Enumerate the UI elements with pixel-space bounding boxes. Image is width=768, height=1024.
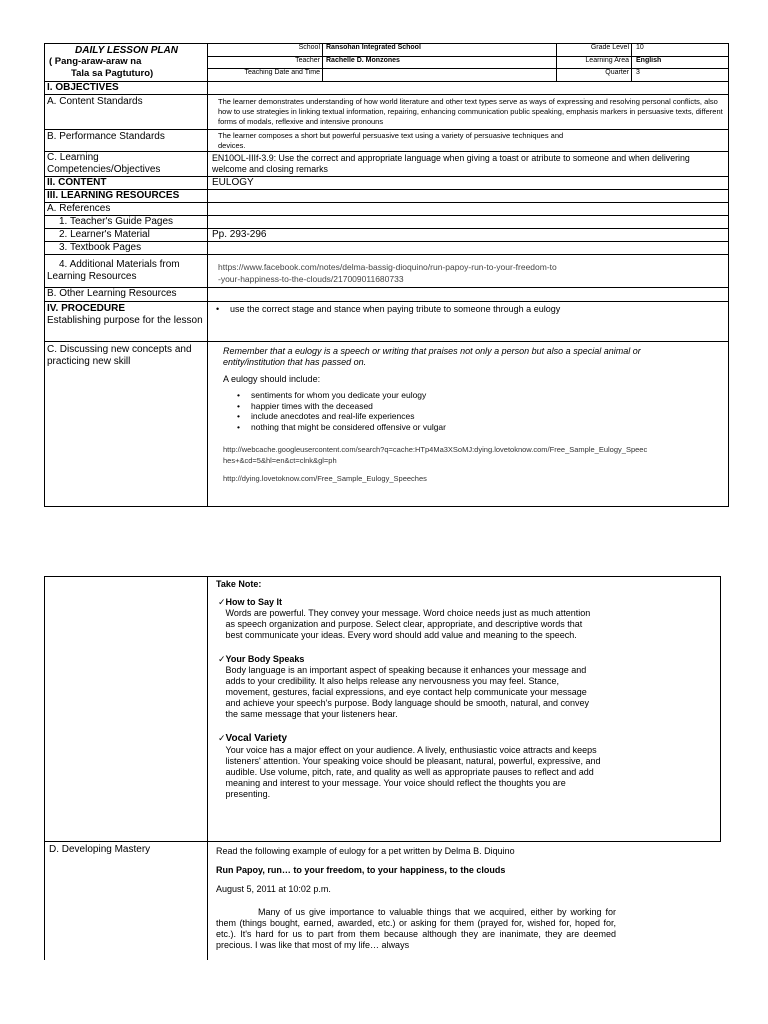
area-label: Learning Area — [585, 57, 629, 64]
purpose-value-cell — [208, 302, 729, 342]
tb-value-cell — [208, 242, 729, 255]
area-label-cell — [557, 57, 632, 69]
quarter-value-cell — [632, 69, 729, 82]
am-value-cell — [208, 255, 729, 288]
competencies-label-1: C. Learning — [47, 152, 99, 163]
mastery-intro: Read the following example of eulogy for a pet written by Delma B. Diquino — [216, 846, 515, 856]
tb-label: 3. Textbook Pages — [59, 242, 142, 253]
date-label: Teaching Date and Time — [244, 69, 320, 76]
grade-value-cell — [632, 44, 729, 57]
school-value: Ransohan Integrated School — [326, 44, 421, 51]
area-value-cell — [632, 57, 729, 69]
tg-label: 1. Teacher's Guide Pages — [59, 216, 174, 227]
note-text: Body language is an important aspect of speaking because it enhances your message and adds to your credibility. It also helps release any nervousness you may feel. Stance, movement, gestures, facial expressions, and eye contact help communicate your message and achieve your speech's purpose. Body language should be smooth, natural, and convey the same message that your listeners hear. — [225, 665, 590, 719]
eulogy-link-2[interactable]: http://dying.lovetoknow.com/Free_Sample_Eulogy_Speeches — [223, 474, 427, 483]
note-text: Words are powerful. They convey your message. Word choice needs just as much attention as speech organization and purpose. Select clear, appropriate, and descriptive words that best communicate your ideas. Every word should add value and meaning to the speech. — [225, 608, 591, 640]
lesson-plan-table-2 — [44, 576, 721, 960]
am-label-cell — [45, 255, 208, 288]
content-standards-text: The learner demonstrates understanding of how world literature and other text types serve as ways of expressing and resolving personal conflicts, also how to use strategies in linking textual information, repairing, enhancing communication public speaking, emphasis markers in persuasive texts, different forms of modals, reflexive and intensive pronouns — [218, 97, 723, 126]
page-subtitle-1: ( Pang-araw-araw na — [49, 56, 142, 67]
date-label-cell — [208, 69, 323, 82]
references-label: A. References — [47, 203, 111, 214]
content-standards-label-cell — [45, 95, 208, 130]
quarter-label: Quarter — [605, 69, 629, 76]
references-value-cell — [208, 203, 729, 216]
note-title: Vocal Variety — [225, 733, 288, 744]
quarter-value: 3 — [636, 69, 640, 76]
include-item: • sentiments for whom you dedicate your eulogy — [237, 390, 427, 400]
resources-label: III. LEARNING RESOURCES — [47, 190, 180, 201]
eulogy-body: Many of us give importance to valuable things that we acquired, either by working for them (things bought, earned, awarded, etc.) or asking for them (prayed for, wished for, hoped for, etc.). It's hard for us to part from them because although they are inanimate, they are deemed precious. I was like that most of my life… always — [216, 907, 616, 950]
lm-label-cell — [45, 229, 208, 242]
discussing-label: C. Discussing new concepts and practicing new skill — [47, 344, 192, 367]
performance-label-cell — [45, 130, 208, 152]
lm-value-cell — [208, 229, 729, 242]
competencies-label-2: Competencies/Objectives — [47, 164, 161, 175]
area-value: English — [636, 57, 662, 64]
content-label: II. CONTENT — [47, 177, 107, 188]
page-title: DAILY LESSON PLAN — [75, 45, 178, 56]
include-label: A eulogy should include: — [223, 374, 321, 384]
eulogy-title: Run Papoy, run… to your freedom, to your happiness, to the clouds — [216, 865, 506, 875]
grade-label-cell — [557, 44, 632, 57]
performance-text: The learner composes a short but powerful persuasive text using a variety of persuasive techniques and devices. — [218, 131, 564, 150]
discussing-value-cell — [208, 342, 729, 507]
purpose-bullet: use the correct stage and stance when paying tribute to someone through a eulogy — [230, 304, 561, 314]
include-item: • include anecdotes and real-life experiences — [237, 411, 415, 421]
quarter-label-cell — [557, 69, 632, 82]
am-label-2: Learning Resources — [47, 271, 137, 282]
content-value: EULOGY — [212, 177, 254, 188]
objectives-label: I. OBJECTIVES — [47, 82, 119, 93]
include-item: • happier times with the deceased — [237, 400, 373, 411]
page-subtitle-2: Tala sa Pagtuturo) — [71, 68, 154, 79]
check-icon: ✓ — [218, 597, 226, 607]
competencies-text-cell — [208, 152, 729, 177]
include-item: • nothing that might be considered offensive or vulgar — [237, 421, 446, 432]
content-value-cell — [208, 177, 729, 190]
discussing-intro: Remember that a eulogy is a speech or writing that praises not only a person but also a special animal or entity/institution that has passed on. — [223, 346, 641, 367]
objectives-value-cell — [208, 82, 729, 95]
resources-value-cell — [208, 190, 729, 203]
olr-label: B. Other Learning Resources — [47, 288, 177, 299]
note-title: How to Say It — [225, 597, 283, 607]
discussing-label-cell — [45, 342, 208, 507]
note-title: Your Body Speaks — [225, 654, 305, 664]
take-note-block — [216, 579, 601, 800]
procedure-label-cell — [45, 302, 208, 342]
tb-label-cell — [45, 242, 208, 255]
teacher-value-cell — [323, 57, 557, 69]
tg-label-cell — [45, 216, 208, 229]
eulogy-date: August 5, 2011 at 10:02 p.m. — [216, 884, 331, 894]
include-list — [223, 390, 648, 432]
check-icon: ✓ — [218, 654, 226, 664]
objectives-heading — [45, 82, 208, 95]
competencies-label-cell — [45, 152, 208, 177]
lm-value: Pp. 293-296 — [212, 229, 267, 240]
content-heading-cell — [45, 177, 208, 190]
school-value-cell — [323, 44, 557, 57]
mastery-content — [216, 846, 616, 951]
tg-value-cell — [208, 216, 729, 229]
grade-value: 10 — [636, 44, 644, 51]
am-link[interactable]: https://www.facebook.com/notes/delma-bassig-dioquino/run-papoy-run-to-your-freedom-to-your-happiness-to-the-clouds/217009011680733 — [218, 262, 557, 284]
teacher-label: Teacher — [295, 57, 320, 64]
school-label-cell — [208, 44, 323, 57]
purpose-label: Establishing purpose for the lesson — [47, 315, 203, 326]
resources-heading-cell — [45, 190, 208, 203]
olr-label-cell — [45, 288, 208, 302]
lm-label: 2. Learner's Material — [59, 229, 150, 240]
competencies-text: EN10OL-IIIf-3.9: Use the correct and appropriate language when giving a toast or atribute to someone and when delivering welcome and closing remarks — [212, 153, 690, 174]
content-standards-text-cell — [208, 95, 729, 130]
content-standards-label: A. Content Standards — [47, 96, 143, 107]
mastery-label: D. Developing Mastery — [49, 844, 151, 855]
references-label-cell — [45, 203, 208, 216]
performance-label: B. Performance Standards — [47, 131, 165, 142]
school-label: School — [298, 44, 320, 51]
bullet-icon: • — [216, 304, 220, 314]
eulogy-link-1[interactable]: http://webcache.googleusercontent.com/search?q=cache:HTp4Ma3XSoMJ:dying.lovetoknow.com/Free_Sample_Eulogy_Speeches+&cd=5&hl=en&ct=clnk&gl=ph — [223, 445, 648, 465]
procedure-label: IV. PROCEDURE — [47, 303, 125, 314]
header-title-cell — [45, 44, 208, 82]
lesson-plan-table — [44, 43, 729, 507]
take-note-label: Take Note: — [216, 579, 262, 589]
teacher-value: Rachelle D. Monzones — [326, 57, 400, 64]
am-label-1: 4. Additional Materials from — [59, 259, 180, 270]
olr-value-cell — [208, 288, 729, 302]
check-icon: ✓ — [218, 733, 226, 743]
date-value-cell — [323, 69, 557, 82]
performance-text-cell — [208, 130, 729, 152]
teacher-label-cell — [208, 57, 323, 69]
note-text: Your voice has a major effect on your audience. A lively, enthusiastic voice attracts and keeps listeners' attention. Your speaking voice should be pleasant, natural, powerful, expressive, and audible. Use volume, pitch, rate, and quality as well as appropriate pauses to reflect and add meaning and interest to your message. Your voice should reflect the thoughts you are presenting. — [225, 745, 601, 799]
grade-label: Grade Level — [590, 44, 629, 51]
